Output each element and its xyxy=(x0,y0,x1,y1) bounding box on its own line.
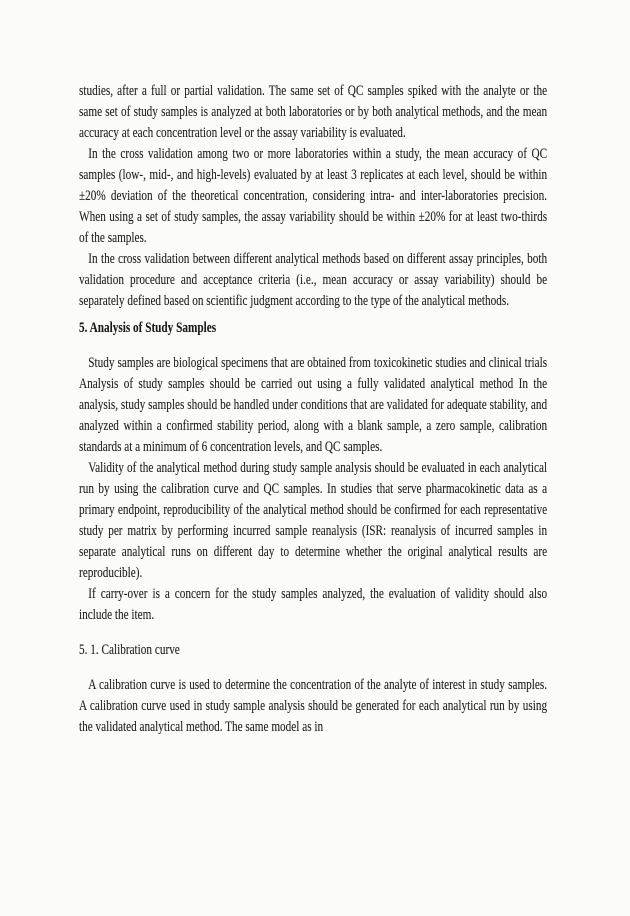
section-heading-analysis-of-study-samples: 5. Analysis of Study Samples xyxy=(79,320,217,336)
document-content xyxy=(79,81,547,738)
body-paragraph-validity-isr: Validity of the analytical method during study sample analysis should be evaluated in each analytical run by using the calibration curve and QC samples. In studies that serve pharmacokinetic data as a primary endpoint, reproducibility of the analytical method should be confirmed for each representative study per matrix by performing incurred sample reanalysis (ISR: reanalysis of incurred samples in separate analytical runs on different day to determine whether the original analytical results are reproducible). xyxy=(79,460,548,581)
body-paragraph-cross-validation-methods: In the cross validation between different analytical methods based on different assay principles, both validation procedure and acceptance criteria (i.e., mean accuracy or assay variability) should be separately defined based on scientific judgment according to the type of the analytical methods. xyxy=(79,251,548,309)
subsection-heading-calibration-curve: 5. 1. Calibration curve xyxy=(79,642,180,658)
body-paragraph-carry-over: If carry-over is a concern for the study samples analyzed, the evaluation of validity should also include the item. xyxy=(79,586,548,623)
body-paragraph-cross-validation-laboratories: In the cross validation among two or more laboratories within a study, the mean accuracy of QC samples (low-, mid-, and high-levels) evaluated by at least 3 replicates at each level, should be within ±20% deviation of the theoretical concentration, considering intra- and inter-laboratories precision. When using a set of study samples, the assay variability should be within ±20% for at least two-thirds of the samples. xyxy=(79,146,548,246)
body-paragraph-continuation: studies, after a full or partial validation. The same set of QC samples spiked with the analyte or the same set of study samples is analyzed at both laboratories or by both analytical methods, and the mean accuracy at each concentration level or the assay variability is evaluated. xyxy=(79,83,548,141)
body-paragraph-study-samples: Study samples are biological specimens that are obtained from toxicokinetic studies and clinical trials Analysis of study samples should be carried out using a fully validated analytical method In the analysis, study samples should be handled under conditions that are validated for adequate stability, and analyzed within a confirmed stability period, along with a blank sample, a zero sample, calibration standards at a minimum of 6 concentration levels, and QC samples. xyxy=(79,355,548,455)
body-paragraph-calibration-curve: A calibration curve is used to determine the concentration of the analyte of interest in study samples. A calibration curve used in study sample analysis should be generated for each analytical run by using the validated analytical method. The same model as in xyxy=(79,677,548,735)
